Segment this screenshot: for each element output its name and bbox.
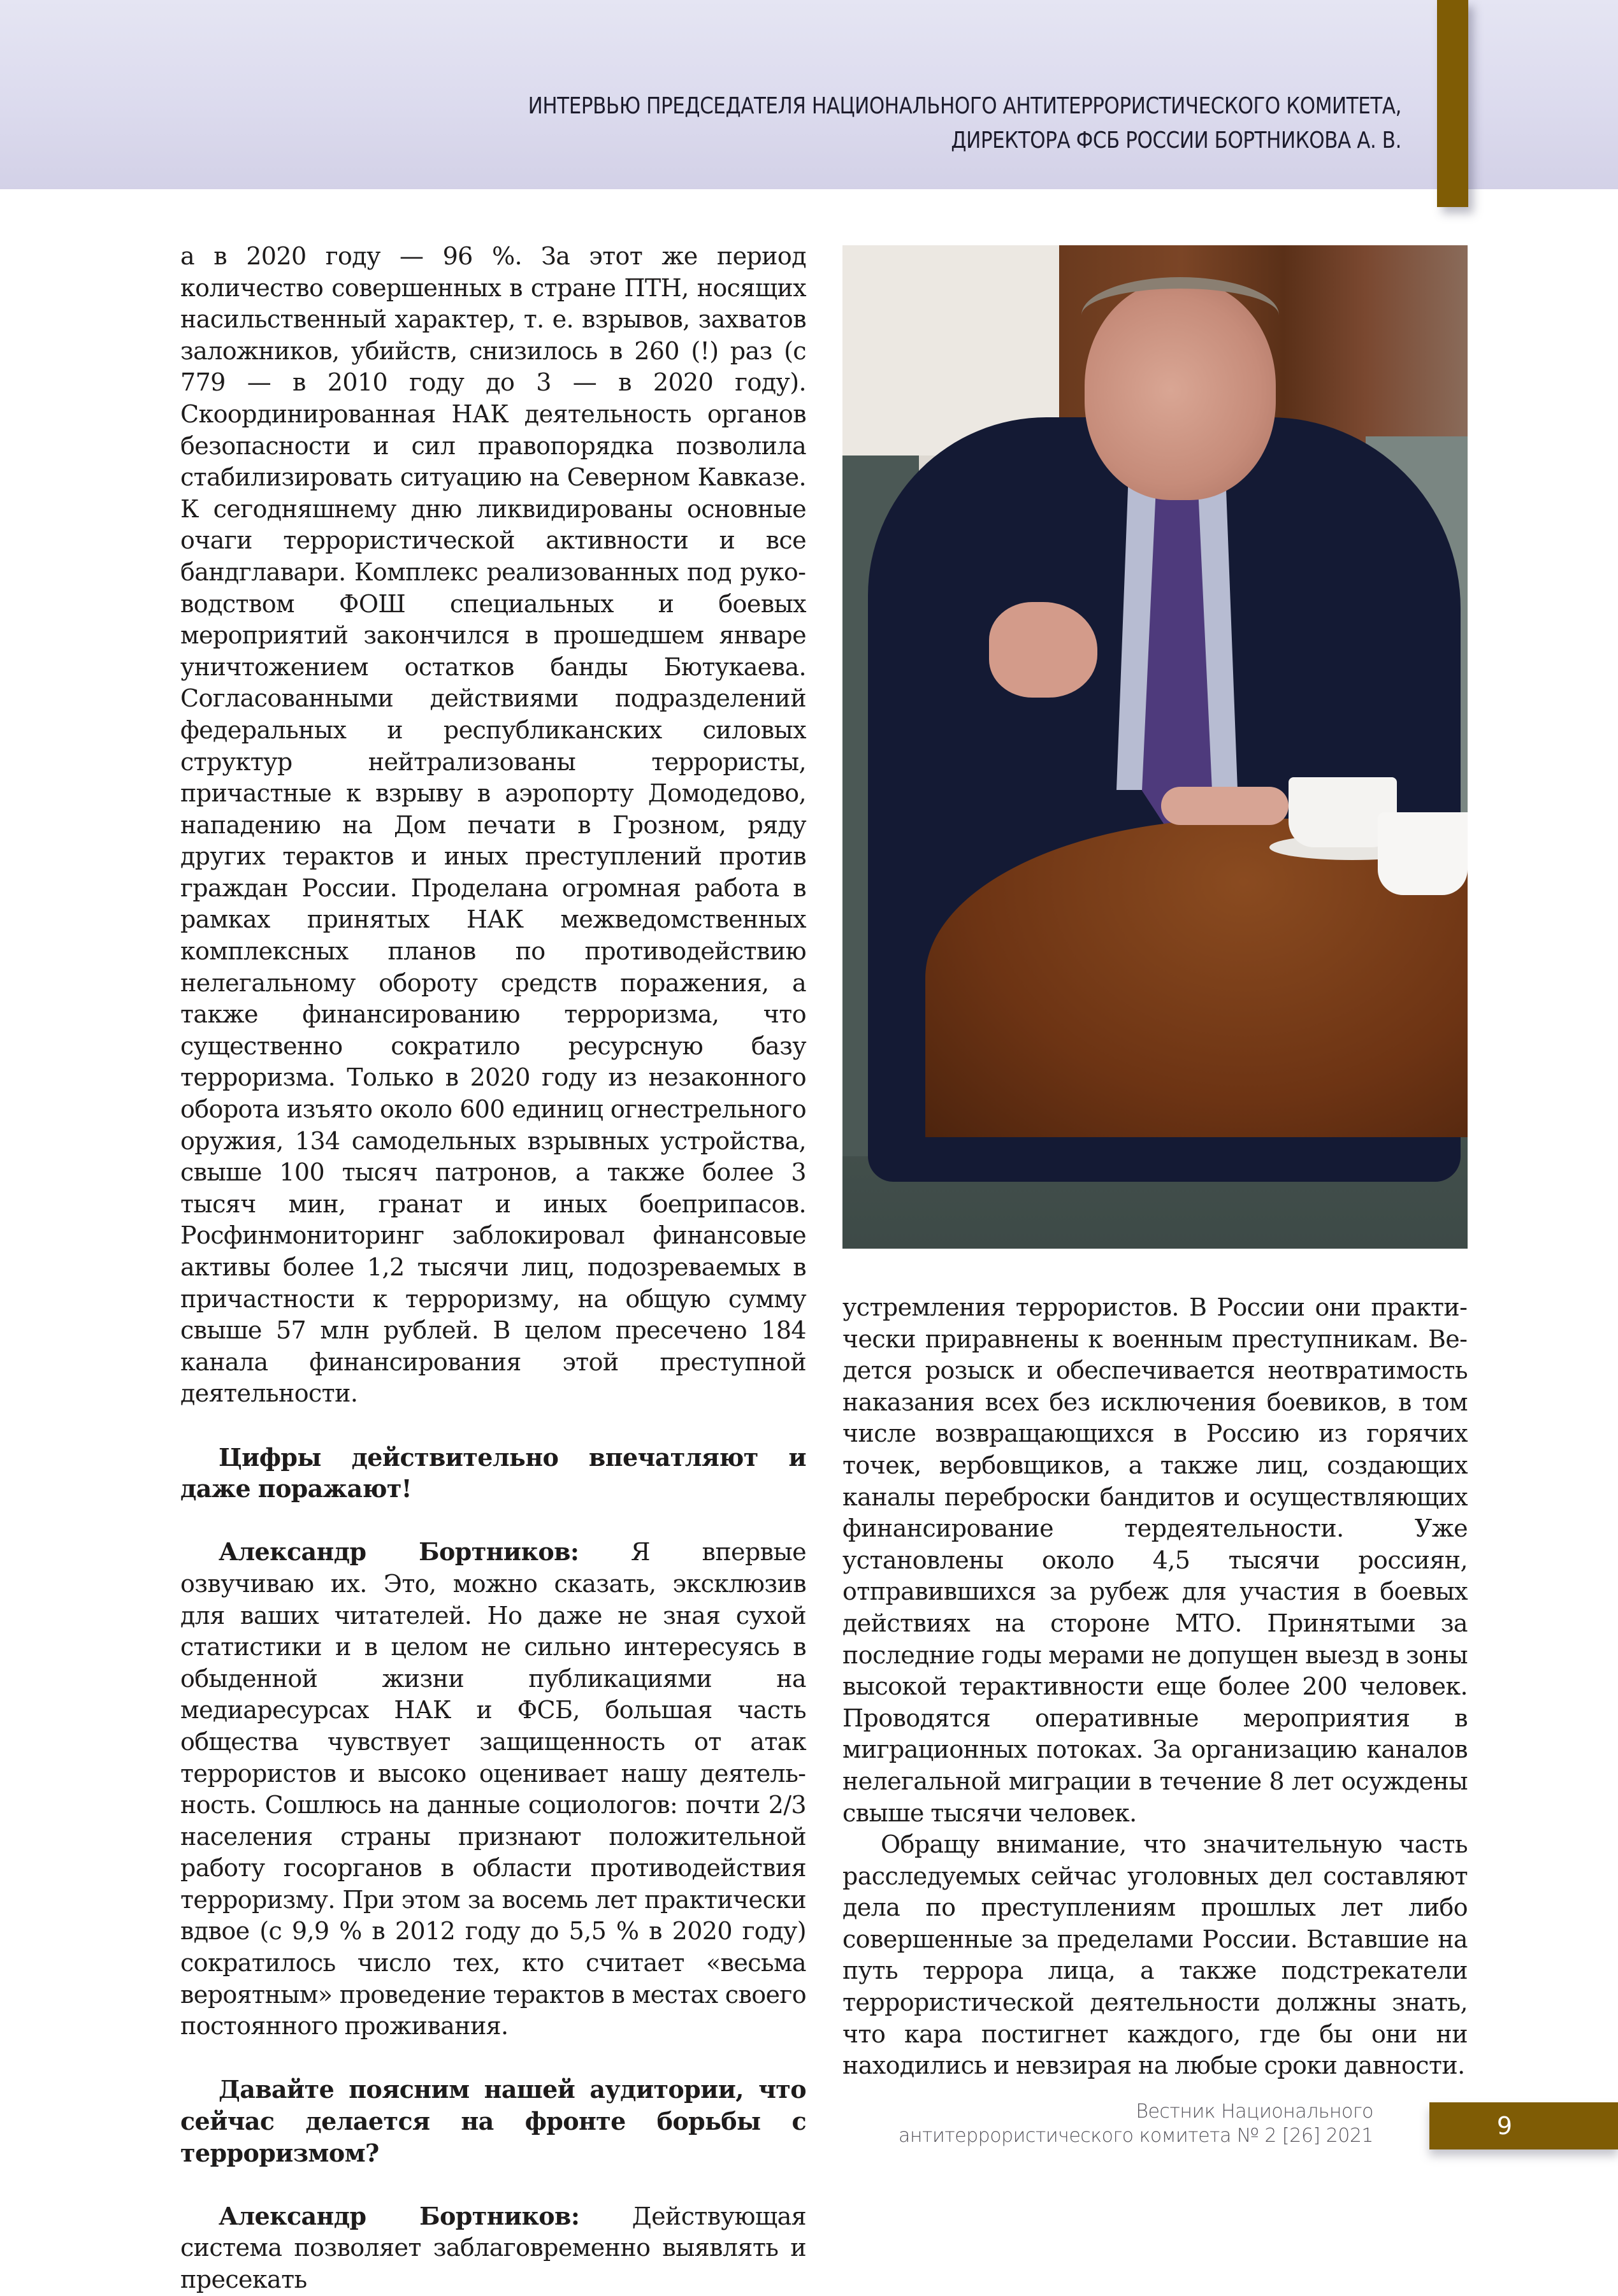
- answer-text: Действующая система позволяет заблаговременно выявлять и пресекать: [180, 2202, 806, 2293]
- interview-question: Цифры действительно впечатляют и даже поражают!: [180, 1442, 806, 1503]
- accent-bar: [1437, 0, 1468, 207]
- running-header-line-2: ДИРЕКТОРА ФСБ РОССИИ БОРТНИКОВА А. В.: [951, 127, 1401, 154]
- left-column: [180, 241, 806, 2296]
- photo-hair: [1081, 277, 1279, 354]
- page-number: 9: [1496, 2112, 1512, 2140]
- body-paragraph: а в 2020 году — 96 %. За этот же период количество совершенных в стране ПТН, носящих насильственный характер, т. е. взрывов, захватов заложников, убийств, снизилось в 260 (!) раз (с 779 — в 2010 году до 3 — в 2020 году). Скоординированная НАК деятельность органов безопасности и сил правопорядка позволила стабилизировать ситуацию на Северном Кавказе. К сегодняшнему дню ликвидированы основные очаги террористической активности и все бандглавари. Комплекс реализованных под руководством ФОШ специальных и боевых мероприятий закончился в прошедшем январе уничтожением остатков банды Бютукаева. Согласованными действиями подразделений федеральных и республиканских силовых структур нейтрализованы террористы, причастные к взрыву в аэропорту Домодедово, нападению на Дом печати в Грозном, ряду других терактов и иных преступлений против граждан России. Проделана огромная работа в рамках принятых НАК межведомственных комплексных планов по противодействию нелегальному обороту средств поражения, а также финансированию терроризма, что существенно сократило ресурсную базу терроризма. Только в 2020 году из незаконного оборота изъято около 600 единиц огнестрельного оружия, 134 самодельных взрывных устройства, свыше 100 тысяч патронов, а также более 3 тысяч мин, гранат и иных боеприпасов. Росфинмониторинг заблокировал финансовые активы более 1,2 тысячи лиц, подозреваемых в причастности к терроризму, на общую сумму свыше 57 млн рублей. В целом пресечено 184 канала финансирования этой преступной деятельности.: [180, 242, 806, 1408]
- body-paragraph: устремления террористов. В России они практически приравнены к военным преступникам. Ведется розыск и обеспечивается неотвратимость наказания всех без исключения боевиков, в том числе возвращающихся в Россию из горячих точек, вербовщиков, а также лиц, создающих каналы переброски бандитов и осуществляющих финансирование тердеятельности. Уже установлены около 4,5 тысячи россиян, отправившихся за рубеж для участия в боевых действиях на стороне МТО. Принятыми за последние годы мерами не допущен выезд в зоны высокой терактивности еще более 200 человек. Проводятся оперативные мероприятия в миграционных потоках. За организацию каналов нелегальной миграции в течение 8 лет осуждены свыше тысячи человек.: [842, 1293, 1468, 1827]
- journal-footer-line-2: антитеррористического комитета № 2 [26] 2021: [898, 2125, 1373, 2147]
- answer-text: Я впервые озвучиваю их. Это, можно сказать, эксклюзив для ваших читателей. Но даже не зная сухой статистики и в целом не сильно интересуясь в обыденной жизни публикациями на медиаресурсах НАК и ФСБ, большая часть общества чувствует защищенность от атак террористов и высоко оценивает нашу деятельность. Сошлюсь на данные социологов: почти 2/3 населения страны признают положительной работу госорганов в области противодействия терроризму. При этом за восемь лет практически вдвое (с 9,9 % в 2012 году до 5,5 % в 2020 году) сократилось число тех, кто считает «весьма вероятным» проведение терактов в местах своего постоянного проживания.: [180, 1538, 806, 2041]
- speaker-name: Александр Бортников:: [219, 2201, 580, 2230]
- journal-footer: [800, 2100, 1373, 2148]
- running-header-line-1: ИНТЕРВЬЮ ПРЕДСЕДАТЕЛЯ НАЦИОНАЛЬНОГО АНТИТЕРРОРИСТИЧЕСКОГО КОМИТЕТА,: [528, 93, 1401, 119]
- photo-cup: [1378, 812, 1468, 895]
- body-paragraph: Обращу внимание, что значительную часть расследуемых сейчас уголовных дел составляют дела по преступлениям прошлых лет либо совершенные за пределами России. Вставшие на путь террора лица, а также подстрекатели террористической деятельности должны знать, что кара постигнет каждого, где бы они ни находились и невзирая на любые сроки давности.: [842, 1830, 1468, 2080]
- portrait-photo: [842, 245, 1468, 1249]
- photo-hand-resting: [1161, 787, 1289, 825]
- interview-answer: [180, 1536, 806, 2042]
- journal-footer-line-1: Вестник Национального: [1136, 2100, 1373, 2123]
- interview-answer: [180, 2200, 806, 2296]
- speaker-name: Александр Бортников:: [219, 1537, 579, 1567]
- photo-hand: [989, 602, 1097, 698]
- running-header-title: [470, 89, 1401, 158]
- right-column: [842, 1292, 1468, 2082]
- page-number-box: [1429, 2102, 1618, 2149]
- interview-question: Давайте поясним нашей аудитории, что сейчас делается на фронте борьбы с терроризмом?: [180, 2075, 806, 2167]
